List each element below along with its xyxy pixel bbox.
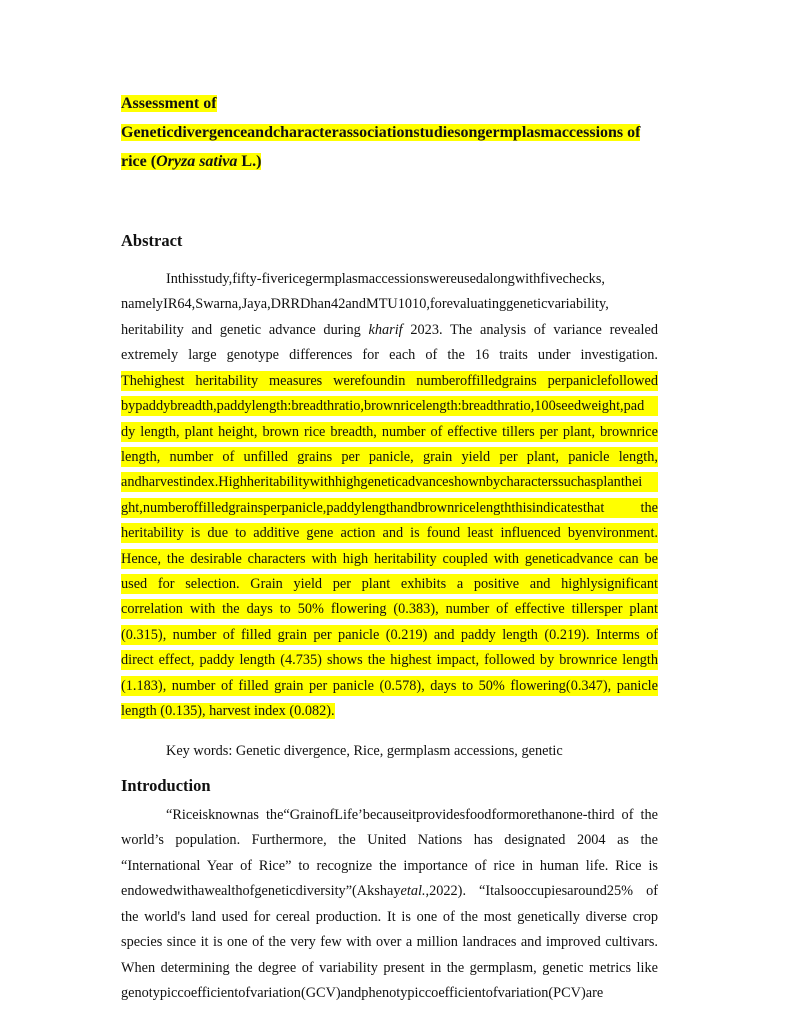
line-text: [121, 881, 658, 901]
text-line: [121, 625, 658, 645]
text-line: [121, 523, 658, 543]
italic-text: kharif: [368, 321, 403, 338]
text-segment: correlation with the days to 50% flowering (0.383), number of effective tillersper plant: [121, 601, 658, 618]
title-text: Assessment of: [121, 95, 217, 112]
text-segment: “Riceisknownas the“GrainofLife’becauseitprovidesfoodformorethanone-third of the: [166, 807, 658, 823]
line-text: [121, 676, 658, 696]
text-line: [121, 447, 658, 467]
text-segment: length (0.135), harvest index (0.082).: [121, 703, 335, 720]
text-line: [121, 294, 658, 314]
text-line: [121, 676, 658, 696]
text-line: [121, 907, 658, 927]
text-segment: namelyIR64,Swarna,Jaya,DRRDhan42andMTU1010,forevaluatinggeneticvariability,: [121, 296, 609, 313]
text-line: [121, 472, 658, 492]
text-segment: 2023. The analysis of variance revealed: [402, 321, 658, 338]
line-text: [121, 422, 658, 442]
text-segment: used for selection. Grain yield per plant exhibits a positive and highlysignificant: [121, 576, 658, 593]
line-text: [121, 985, 603, 1001]
text-segment: extremely large genotype differences for each of the 16 traits under investigation.: [121, 347, 658, 364]
line-text: [121, 549, 658, 569]
text-line: [121, 881, 658, 901]
line-text: [121, 523, 658, 543]
line-text: [121, 345, 658, 365]
line-text: [121, 625, 658, 645]
line-text: [121, 396, 658, 416]
line-text: [166, 271, 605, 287]
line-text: [166, 805, 658, 825]
text-line: [121, 805, 658, 825]
text-line: [121, 856, 658, 876]
line-text: [121, 296, 609, 312]
text-line: [121, 599, 658, 619]
italic-text: etal.: [400, 883, 426, 900]
title-text-part: rice (: [121, 153, 157, 170]
line-text: [121, 447, 658, 467]
title-line-2: [121, 122, 640, 144]
text-line: [121, 396, 658, 416]
line-text: [121, 856, 658, 876]
text-segment: genotypiccoefficientofvariation(GCV)andphenotypiccoefficientofvariation(PCV)are: [121, 984, 604, 1001]
text-segment: direct effect, paddy length (4.735) shows the highest impact, followed by brownrice length: [121, 652, 658, 669]
title-text: [121, 153, 261, 170]
line-text: [121, 650, 658, 670]
text-line: [121, 650, 658, 670]
text-segment: (0.315), number of filled grain per panicle (0.219) and paddy length (0.219). Interms of: [121, 626, 658, 643]
text-segment: Inthisstudy,fifty-fivericegermplasmaccessionswereusedalongwithfivechecks,: [166, 271, 605, 287]
text-segment: heritability and genetic advance during: [121, 321, 369, 338]
text-line: [121, 498, 658, 518]
abstract-heading: Abstract: [121, 231, 183, 250]
title-line-1: [121, 93, 217, 115]
text-line: [121, 701, 658, 721]
text-segment: world’s population. Furthermore, the United Nations has designated 2004 as the: [121, 832, 658, 849]
line-text: [121, 958, 658, 978]
line-text: [121, 472, 658, 492]
text-line: [121, 269, 658, 289]
line-text: [121, 498, 658, 518]
text-segment: When determining the degree of variability present in the germplasm, genetic metrics like: [121, 959, 658, 976]
text-line: [121, 830, 658, 850]
text-segment: Hence, the desirable characters with high heritability coupled with geneticadvance can be: [121, 550, 658, 567]
text-segment: endowedwithawealthofgeneticdiversity”(Akshay: [121, 883, 401, 900]
line-text: [121, 574, 658, 594]
text-segment: ght,numberoffilledgrainsperpanicle,paddylengthandbrownricelengththisindicatesthat the: [121, 499, 658, 516]
text-segment: Thehighest heritability measures werefoundin numberoffilledgrains perpaniclefollowed: [121, 372, 658, 389]
text-line: [121, 983, 658, 1003]
title-line-3: [121, 151, 261, 173]
keywords: Key words: Genetic divergence, Rice, germplasm accessions, genetic: [166, 743, 563, 759]
text-segment: the world's land used for cereal production. It is one of the most genetically diverse crop: [121, 908, 658, 925]
text-line: [121, 549, 658, 569]
text-segment: andharvestindex.Highheritabilitywithhighgeneticadvanceshownbycharacterssuchasplanthei: [121, 474, 643, 491]
text-line: [121, 345, 658, 365]
text-line: [121, 932, 658, 952]
text-segment: bypaddybreadth,paddylength:breadthratio,brownricelength:breadthratio,100seedweight,pad: [121, 398, 645, 415]
line-text: [121, 320, 658, 340]
text-line: [121, 422, 658, 442]
text-line: [121, 371, 658, 391]
line-text: [121, 703, 335, 719]
title-text-part: L.): [237, 153, 262, 170]
introduction-heading: Introduction: [121, 776, 211, 795]
text-segment: dy length, plant height, brown rice breadth, number of effective tillers per plant, brownrice: [121, 423, 658, 440]
line-text: [121, 830, 658, 850]
line-text: [121, 907, 658, 927]
text-segment: (1.183), number of filled grain per panicle (0.578), days to 50% flowering(0.347), panicle: [121, 677, 658, 694]
text-line: [121, 320, 658, 340]
text-line: [121, 574, 658, 594]
text-segment: ,2022). “Italsooccupiesaround25% of: [425, 883, 658, 900]
text-segment: species since it is one of the very few with over a million landraces and improved cultivars.: [121, 934, 658, 951]
line-text: [121, 371, 658, 391]
line-text: [121, 599, 658, 619]
title-text: Geneticdivergenceandcharacterassociationstudiesongermplasmaccessions of: [121, 124, 641, 141]
text-segment: heritability is due to additive gene action and is found least influenced byenvironment.: [121, 525, 658, 542]
text-line: [121, 958, 658, 978]
line-text: [121, 932, 658, 952]
text-segment: “International Year of Rice” to recognize the importance of rice in human life. Rice is: [121, 857, 658, 874]
text-segment: length, number of unfilled grains per panicle, grain yield per plant, panicle length,: [121, 448, 658, 465]
species-name: Oryza sativa: [156, 153, 238, 170]
